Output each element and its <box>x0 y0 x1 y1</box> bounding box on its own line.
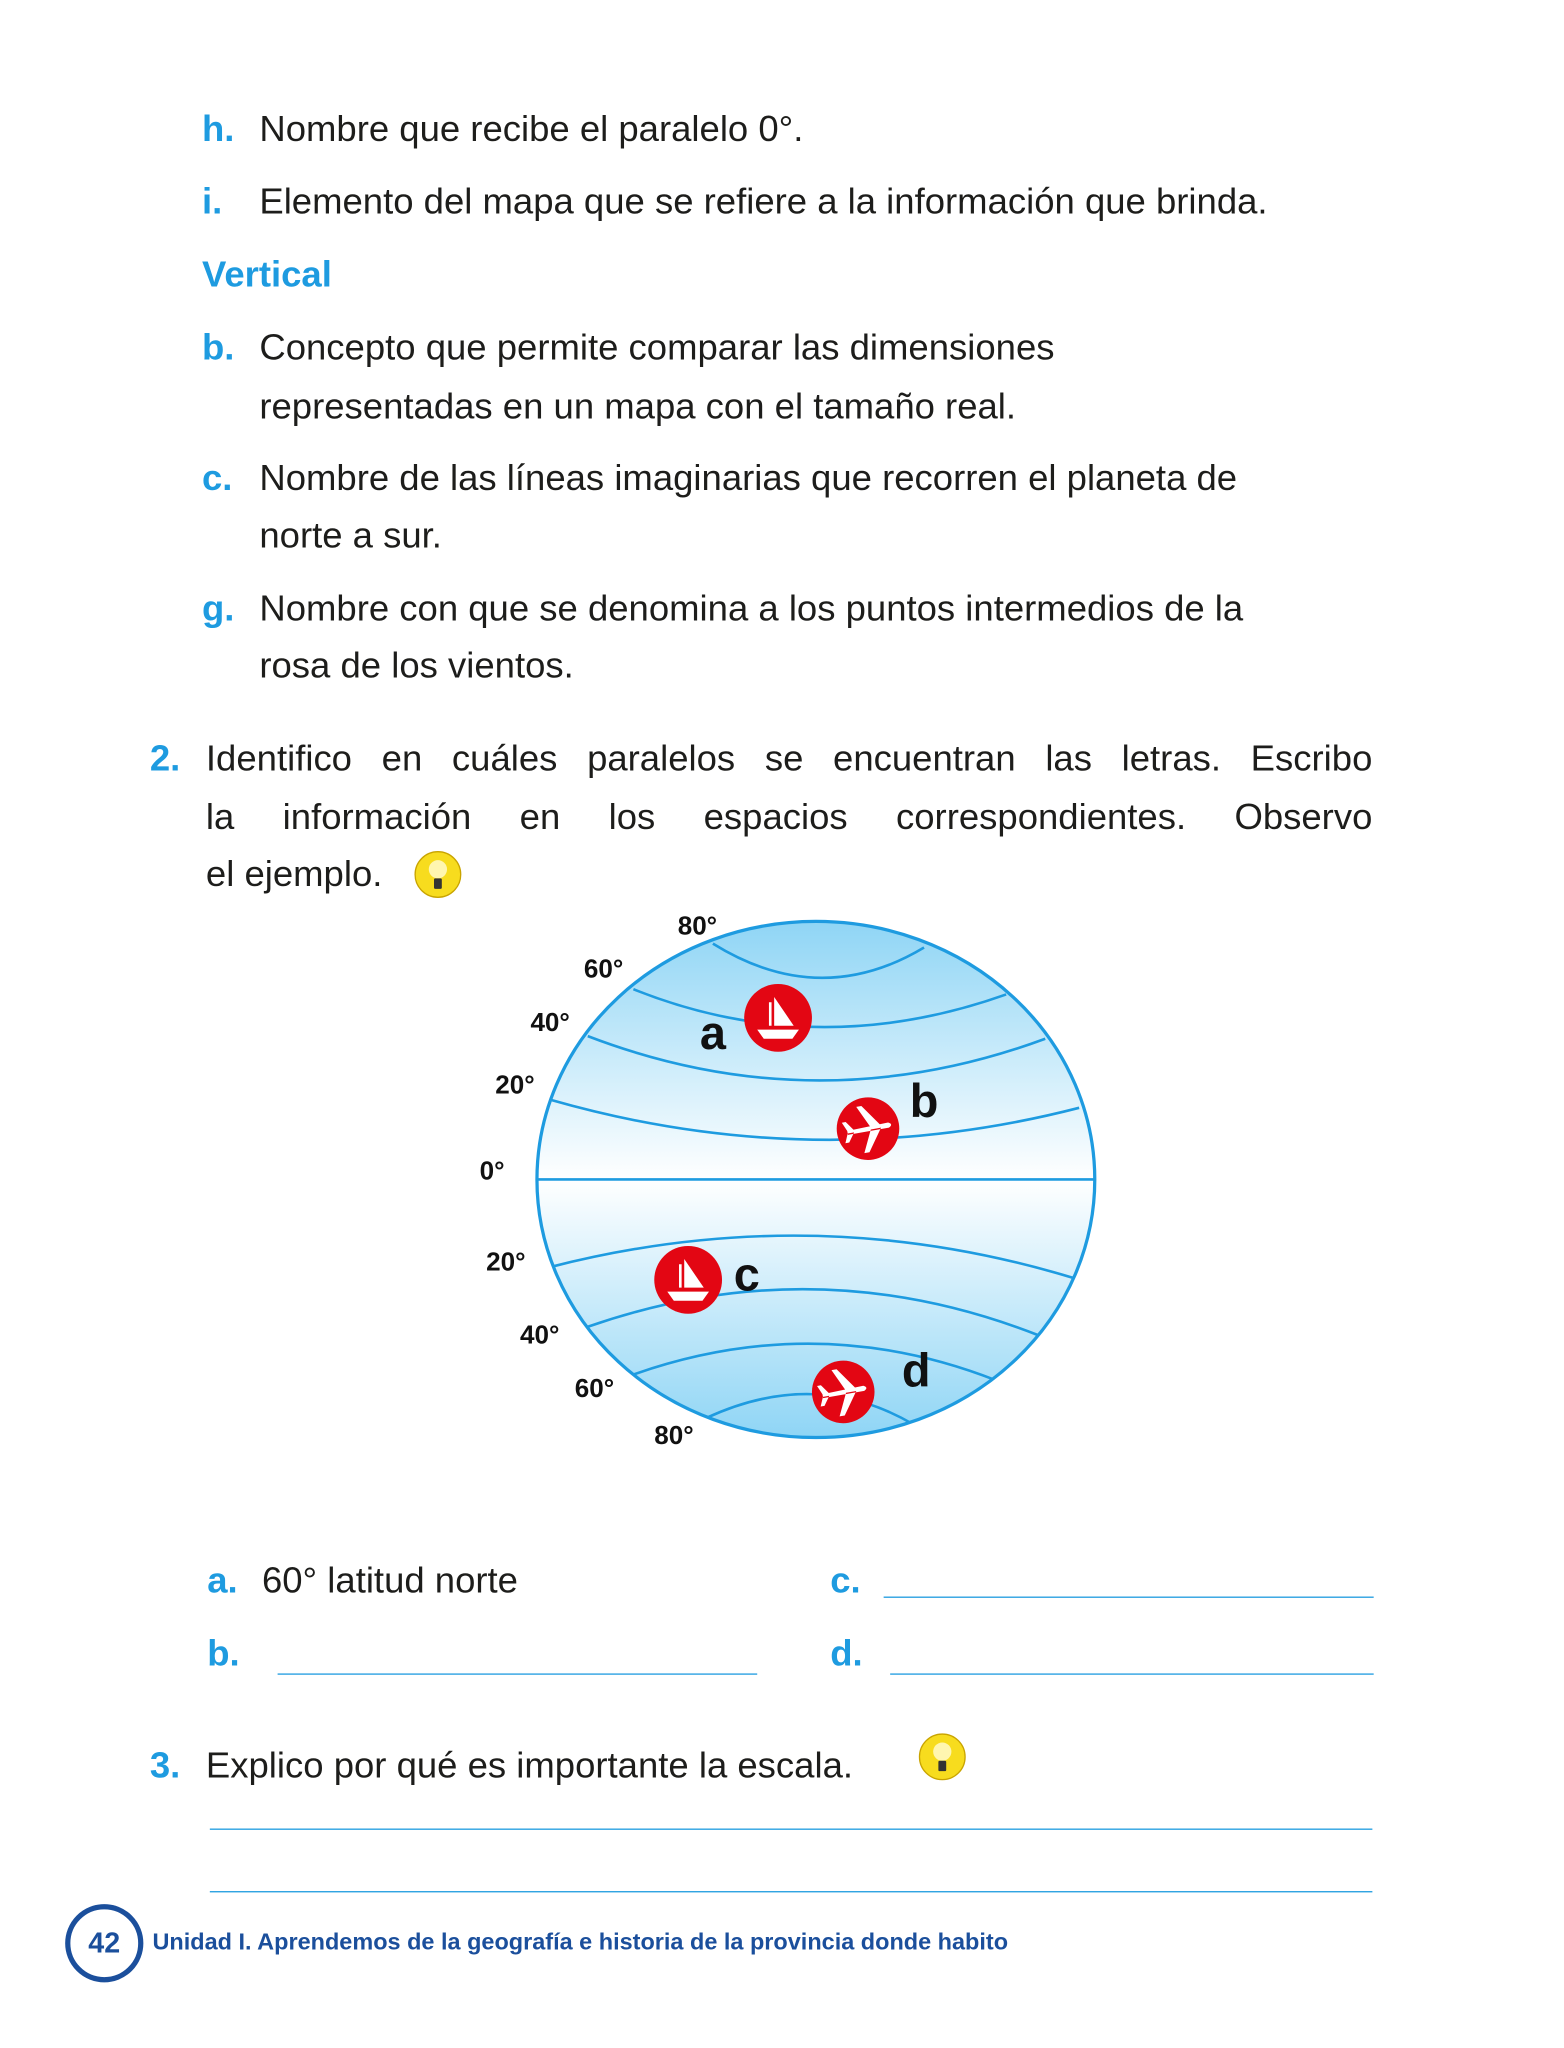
clue-text-h: Nombre que recibe el paralelo 0°. <box>259 108 804 149</box>
exercise-3-answer-line-2[interactable] <box>210 1891 1373 1892</box>
unit-title: Unidad I. Aprendemos de la geografía e historia de la provincia donde habito <box>152 1928 1009 1955</box>
exercise-2-number: 2. <box>149 737 181 779</box>
sailboat-icon <box>744 984 812 1052</box>
answer-letter-b: b. <box>207 1633 240 1674</box>
label-equator: 0° <box>479 1155 505 1186</box>
clue-text-b-2: representadas en un mapa con el tamaño real. <box>259 385 1017 427</box>
exercise-3-number: 3. <box>149 1745 181 1786</box>
clue-text-i: Elemento del mapa que se refiere a la información que brinda. <box>259 181 1268 222</box>
label-40n: 40° <box>530 1006 570 1037</box>
vertical-heading: Vertical <box>202 254 332 295</box>
label-80n: 80° <box>677 910 718 941</box>
sailboat-icon <box>654 1246 722 1314</box>
answer-a-value: 60° latitud norte <box>261 1560 518 1601</box>
marker-letter-a: a <box>699 1007 726 1060</box>
page-number: 42 <box>65 1904 143 1982</box>
answer-b-field[interactable] <box>278 1673 758 1674</box>
exercise-2-line-1: Identifico en cuáles paralelos se encuentran las letras. Escribo <box>205 737 1373 779</box>
clue-letter-h: h. <box>202 108 235 149</box>
exercise-3-text: Explico por qué es importante la escala. <box>205 1745 854 1786</box>
label-40s: 40° <box>520 1319 560 1350</box>
clue-text-c-1: Nombre de las líneas imaginarias que recorren el planeta de <box>259 457 1238 498</box>
label-20s: 20° <box>486 1246 526 1277</box>
marker-letter-b: b <box>909 1074 939 1127</box>
answer-c-field[interactable] <box>884 1597 1374 1598</box>
answer-letter-c: c. <box>830 1560 861 1601</box>
answer-letter-a: a. <box>207 1560 238 1601</box>
label-80s: 80° <box>654 1420 694 1451</box>
clue-letter-b: b. <box>202 327 235 368</box>
clue-letter-i: i. <box>202 181 223 222</box>
clue-text-g-1: Nombre con que se denomina a los puntos intermedios de la <box>259 587 1244 629</box>
exercise-3-answer-line-1[interactable] <box>210 1829 1373 1830</box>
clue-letter-c: c. <box>202 457 233 498</box>
exercise-2-line-2: la información en los espacios correspondientes. Observo <box>205 796 1373 837</box>
clue-text-b-1: Concepto que permite comparar las dimensiones <box>259 327 1055 368</box>
answer-letter-d: d. <box>830 1633 863 1674</box>
lightbulb-icon <box>919 1733 966 1780</box>
exercise-2-line-3: el ejemplo. <box>205 853 383 895</box>
answer-d-field[interactable] <box>890 1673 1374 1674</box>
marker-letter-d: d <box>901 1344 931 1397</box>
label-60s: 60° <box>574 1373 615 1404</box>
clue-text-g-2: rosa de los vientos. <box>259 645 574 686</box>
marker-letter-c: c <box>733 1248 760 1301</box>
label-20n: 20° <box>495 1069 535 1100</box>
label-60n: 60° <box>583 953 624 984</box>
clue-letter-g: g. <box>202 587 235 629</box>
clue-text-c-2: norte a sur. <box>259 514 442 556</box>
